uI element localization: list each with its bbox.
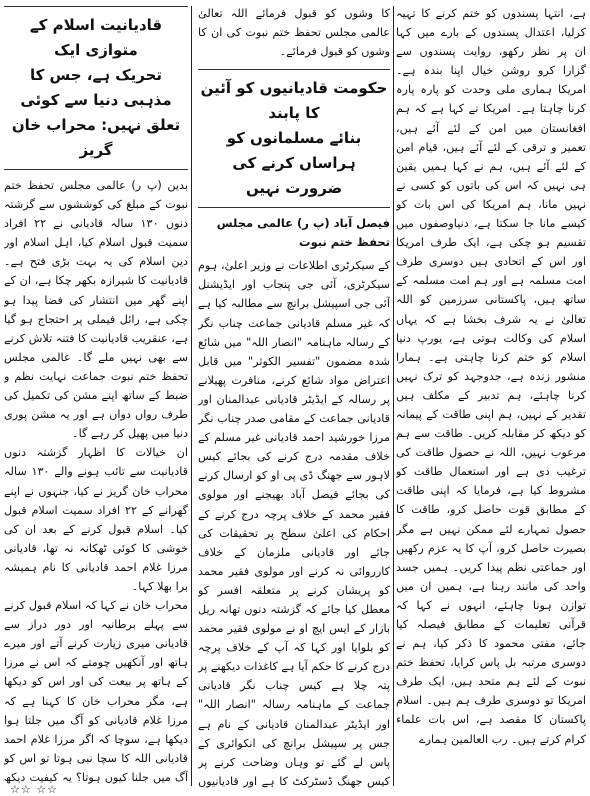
headline-line: حکومت قادیانیوں کو آئین کا پابند xyxy=(200,79,388,123)
column-rule-right xyxy=(393,6,394,786)
stars-ornament: ☆☆ ☆☆ xyxy=(10,783,58,796)
headline-line: ضرورت نہیں xyxy=(245,179,343,198)
right-column-text: ہے، انتہا پسندوں کو ختم کرنے کا تہیہ کرلیا، اعتدال پسندوں کے بارے میں کہا ان پر نظر رکھو، روایت پسندوں سے گزارا کرو روشن خیال اپنا بندہ ہے۔ امریکا ہماری ملی وحدت کو پارہ پارہ کرنا چاہتا ہے۔ امریکا نے کہا ہے کہ ہم افغانستان میں امن کے لئے آئے ہیں، تعمیر و ترقی کے لئے آئے ہیں، قیام امن کے لئے آئے ہیں، ہم نے کہا ہمیں یقین ہی نہیں کہ اس کی باتوں کو کسی نے نہیں مانا، ہم امریکا کی اس بات کو کیسے مانا جا سکتا ہے، دنیاوصفوں میں تقسیم ہو چکی ہے، ایک طرف امریکا اور اس کے اتحادی ہیں دوسری طرف امت مسلمہ ہے اور ہم امت مسلمہ کے ساتھ ہیں، پاکستانی سرزمین کو اللہ تعالیٰ نے یہ شرف بخشا ہے کہ یہاں اسلام کی وکالت ہوتی ہے، یورپ دنیا اسلام کو ختم کرنا چاہتی ہے۔ ہمارا منشور زندہ ہے، جدوجہد کو ترک نہیں کرنا چاہئے، ہم تدبیر کے مکلف ہیں تقدیر کے نہیں، ہم اپنی طاقت کے پیمانہ کو دیکھ کر مقابلہ کریں۔ طاقت سے ہم مرعوب نہیں، اللہ نے حصول طاقت کی ترغیب دی ہے اور استعمال طاقت کو مشروط کیا ہے، فرمایا کہ اپنی طاقت کے مطابق قوت حاصل کرو، طاقت کا حصول تمہارے لئے ممکن نہیں ہے مگر بصیرت حاصل کرو، آپ کا یہ عزم رکھیں اور جماعتی نظم پیدا کریں۔ ہمیں جسد واحد کی مانند رہنا ہے، ہمیں ان میں توازن ہونا چاہئے، انہوں نے کہا کہ قرآنی تعلیمات کے مطابق فیصلہ کیا جائے، مفتی محمود کا ذکر کیا، ہم نے دوسری مرتبہ بل پاس کرایا، تحفظ ختم نبوت کے لئے ہم متحد ہیں، ایک طرف امریکا تو دوسری طرف ہم ہیں۔ اسلام پاکستان کا مقصد ہے، اس بات علماء کرام کرتے ہیں۔ رب العالمین ہمارے xyxy=(396,7,586,746)
middle-headline xyxy=(198,69,390,208)
middle-dateline: فیصل آباد (پ ر) عالمی مجلس تحفظ ختم نبوت xyxy=(216,216,390,250)
right-column xyxy=(396,4,586,790)
headline-line: قادیانیت اسلام کے متوازی ایک xyxy=(29,16,163,59)
left-column xyxy=(4,4,188,790)
left-column-text-1: بدین (پ ر) عالمی مجلس تحفظ ختم نبوت کے مبلغ کی کوششوں سے گزشتہ دنوں ۱۳۰ سالہ قادیانی نے ۲۲ افراد سمیت قبول اسلام کیا، اہل اسلام اور دین اسلام کی یہ بہت بڑی فتح ہے۔ قادیانیت کا شیرازہ بکھر چکا ہے، ان کے اپنے گھر میں انتشار کی فضا پیدا ہو چکی ہے، رائل فیملی پر احتجاج ہو گیا ہے، عنقریب قادیانیت کا فتنہ تلاش کرنے سے بھی نہیں ملے گا۔ عالمی مجلس تحفظ ختم نبوت جماعت نہایت نظم و ضبط کے ساتھ اپنے مشن کی تکمیل کی طرف رواں دواں ہے اور یہ مشن پوری دنیا میں پھیل کر رہے گا۔ xyxy=(4,179,188,441)
headline-line: تحریک ہے، جس کا مذہبی دنیا سے کوئی xyxy=(20,66,172,109)
headline-line: بنائے مسلمانوں کو ہراساں کرنے کی xyxy=(226,129,362,173)
middle-column xyxy=(198,4,390,790)
left-headline xyxy=(4,6,188,170)
middle-column-text: کے سیکرٹری اطلاعات نے وزیر اعلیٰ، ہوم سیکرٹری، آئی جی پنجاب اور ایڈیشنل آئی جی اسپیشل برانچ سے مطالبہ کیا ہے کہ غیر مسلم قادیانی جماعت چناب نگر کے رسالہ ماہنامہ "انصار اللہ" میں شائع شدہ مضمون "تفسیر الکوثر" میں قابل اعتراض مواد شائع کرنے، منافرت پھیلانے پر رسالہ کے ایڈیٹر قادیانی عبدالمنان اور قادیانی جماعت کے مقامی صدر چناب نگر مرزا خورشید احمد قادیانی غیر مسلم کے خلاف مقدمہ درج کرنے کی بجائے کیس لاہور سے جھنگ ڈی پی او کو ارسال کرنے کی بجائے فیصل آباد بھیجنے اور مولوی فقیر محمد کے خلاف پرچہ درج کرنے کے احکام کی اعلیٰ سطح پر تحقیقات کی جائے اور قادیانی ملزمان کے خلاف کارروائی نہ کرنے اور مولوی فقیر محمد کو پریشان کرنے پر متعلقہ افسر کو معطل کیا جائے کہ گزشتہ دنوں تھانہ ریل بازار کے ایس ایچ او نے مولوی فقیر محمد کو بلوایا اور کہا کہ آپ کے خلاف پرچہ درج کرنے کا حکم آیا ہے کاغذات دیکھنے پر پتہ چلا ہے کیس چناب نگر قادیانی جماعت کے ماہنامہ رسالہ "انصار اللہ" اور ایڈیٹر عبدالمنان قادیانی کے نام ہے جس پر سپیشل برانچ کی انکوائری کے پاس لے گئے تو وہاں وضاحت کرنے پر کیس جھنگ ڈسٹرکٹ کا ہے اور قادیانیوں xyxy=(198,259,390,788)
middle-column-intro: کا وشوں کو قبول فرمائے اللہ تعالیٰ عالمی مجلس تحفظ ختم نبوت کی ان کا وشوں کو قبول فرمائے۔ xyxy=(198,7,390,59)
headline-line: تعلق نہیں: محراب خان گریز xyxy=(11,116,181,159)
column-rule-left xyxy=(191,6,192,786)
left-column-text-2: ان خیالات کا اظہار گزشتہ دنوں قادیانیت سے تائب ہونے والے ۱۳۰ سالہ محراب خان گریز نے کیا، جنہوں نے اپنے گھرانے کے ۲۲ افراد سمیت اسلام قبول کیا۔ اسلام قبول کرنے کے بعد ان کی خوشی کا کوئی ٹھکانہ نہ تھا، قادیانی مرزا غلام احمد قادیانی کا نام ہمیشہ برا بھلا کہا۔ xyxy=(4,446,188,593)
left-column-text-3: محراب خان نے کہا کہ اسلام قبول کرنے سے پہلے برطانیہ اور دور دراز سے قادیانی میری زیارت کرنے آتے اور میرے ہاتھ اور آنکھیں چومتے کہ اس نے مرزا کے ہاتھ پر بیعت کی اور اس کو دیکھا ہے، مگر محراب خان کا کہنا ہے کہ مرزا غلام قادیانی کو آگ میں جلتا ہوا دیکھا ہے، سوچا کہ اگر مرزا غلام احمد قادیانی اللہ کا سچا نبی ہوتا تو اس کو آگ میں جلنا کیوں ہوتا؟ یہ کیفیت دیکھ xyxy=(4,599,188,784)
